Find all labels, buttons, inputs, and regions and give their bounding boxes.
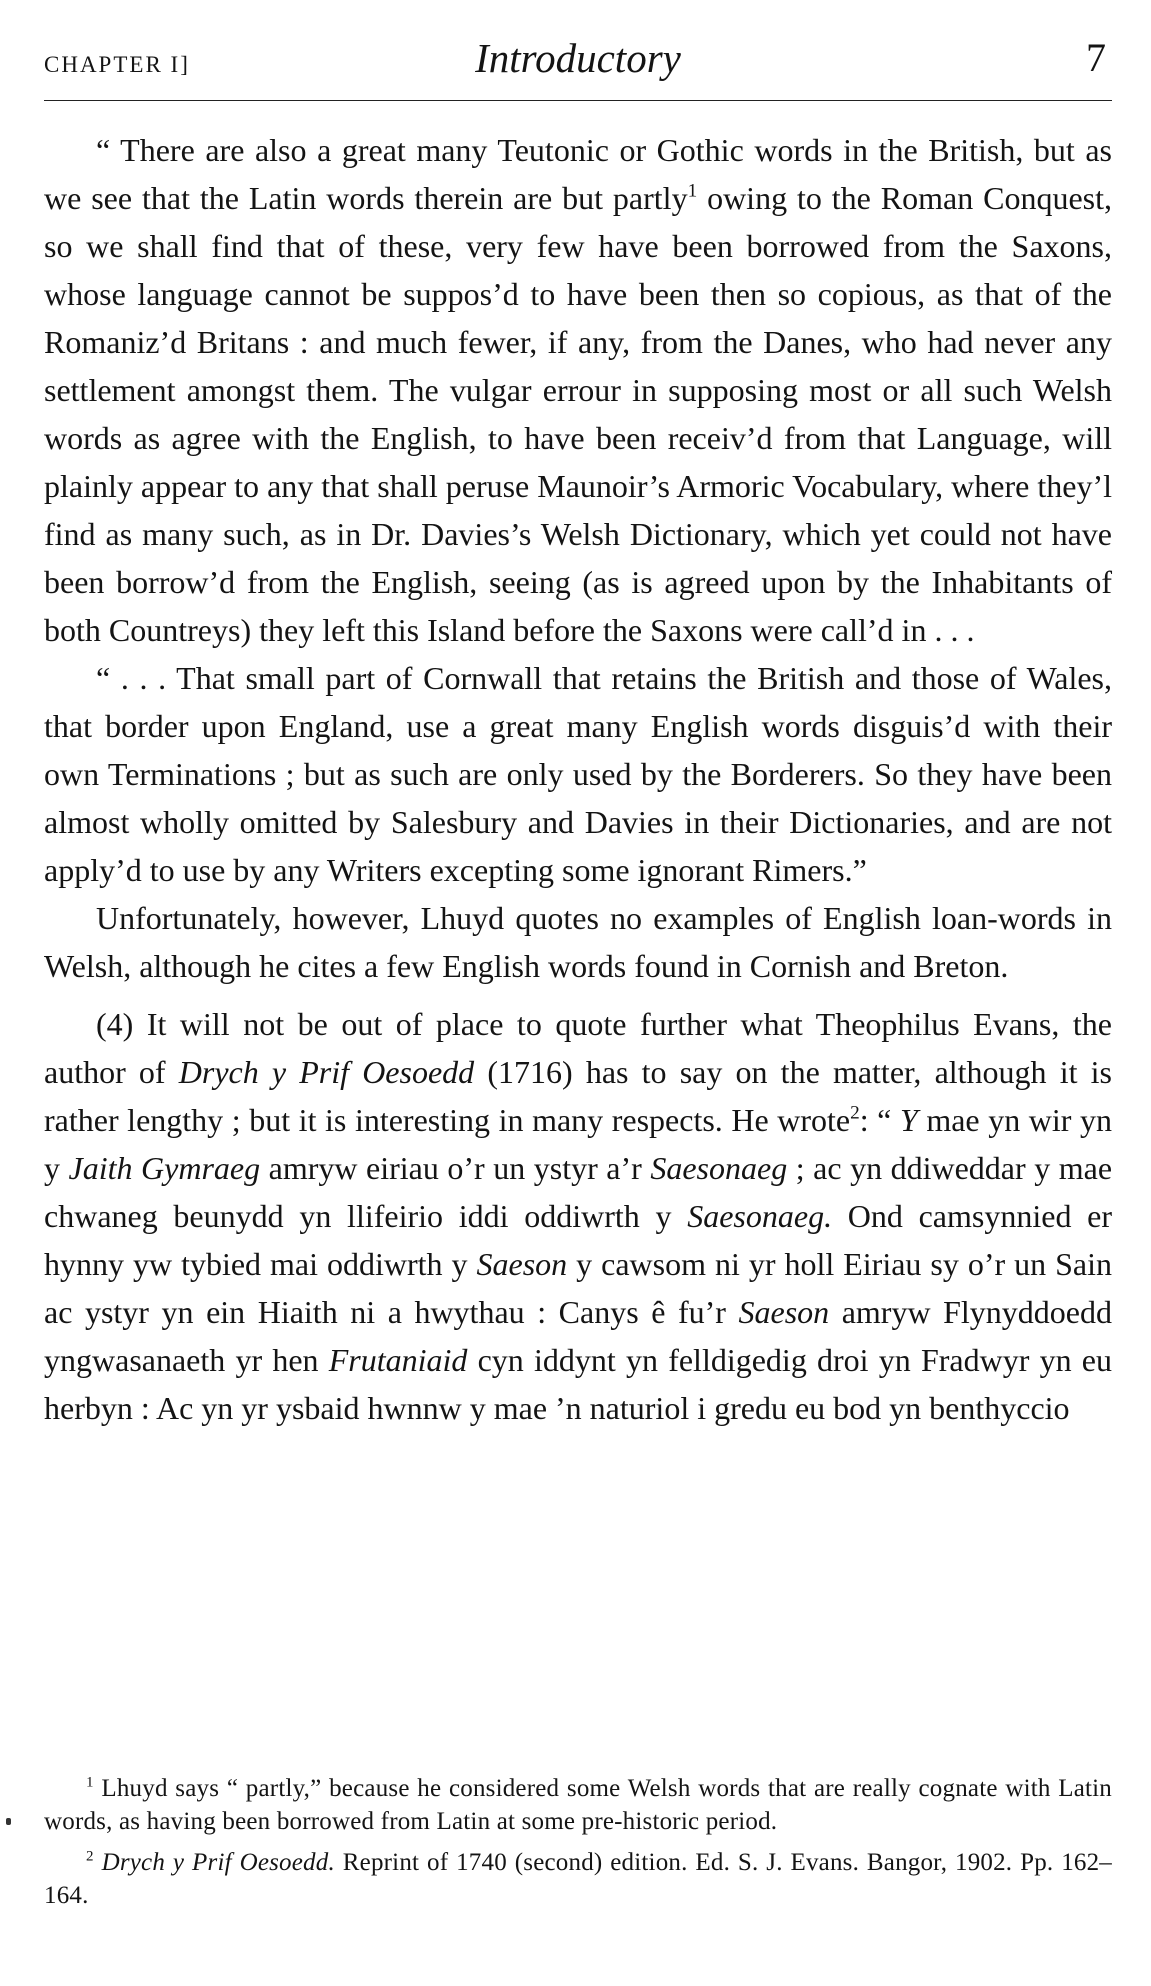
margin-speck bbox=[6, 1818, 11, 1825]
footnote-2: $^2$ Drych y Prif Oesoedd. Reprint of 1740 (second) edition. Ed. S. J. Evans. Bangor, 1902. Pp. 162–164. bbox=[44, 1848, 1113, 1909]
footnote-ref-2: 2 bbox=[850, 1102, 860, 1124]
header-rule bbox=[44, 100, 1112, 101]
footnotes bbox=[44, 1772, 1112, 1912]
footnote-1: $^1$ Lhuyd says “ partly,” because he considered some Welsh words that are really cognate with Latin words, as having been borrowed from Latin at some pre-historic period. bbox=[44, 1774, 1112, 1835]
paragraph-unfortunately: Unfortunately, however, Lhuyd quotes no examples of English loan-words in Welsh, although he cites a few English words found in Cornish and Breton. bbox=[44, 900, 1112, 984]
paragraph-theophilus-evans: (4) It will not be out of place to quote further what Theophilus Evans, the author of Drych y Prif Oesoedd (1716) has to say on the matter, although it is rather lengthy ; but it is interesting in many respects. He wrote$^2$: “ Y mae yn wir yn y Jaith Gymraeg amryw eiriau o’r un ystyr a’r Saesonaeg ; ac yn ddiweddar y mae chwaneg beunydd yn llifeirio iddi oddiwrth y Saesonaeg. Ond camsynnied er hynny yw tybied mai oddiwrth y Saeson y cawsom ni yr holl Eiriau sy o’r un Sain ac ystyr yn ein Hiaith ni a hwythau : Canys ê fu’r Saeson amryw Flynyddoedd yngwasanaeth yr hen Frutaniaid cyn iddynt yn felldigedig droi yn Fradwyr yn eu herbyn : Ac yn yr ysbaid hwnnw y mae ’n naturiol i gredu eu bod yn benthyccio bbox=[44, 1006, 1113, 1426]
footnote-number-2: 2 bbox=[86, 1848, 94, 1865]
paragraph-lhuyd-quote: “ There are also a great many Teutonic or Gothic words in the British, but as we see that the Latin words therein are but partly$^1$ owing to the Roman Conquest, so we shall find that of these, very few have been borrowed from the Saxons, whose language cannot be suppos’d to have been then so copious, as that of the Romaniz’d Britans : and much fewer, if any, from the Danes, who had never any settlement amongst them. The vulgar errour in supposing most or all such Welsh words as agree with the English, to have been receiv’d from that Language, will plainly appear to any that shall peruse Maunoir’s Armoric Vocabulary, where they’l find as many such, as in Dr. Davies’s Welsh Dictionary, which yet could not have been borrow’d from the English, seeing (as is agreed upon by the Inhabitants of both Countreys) they left this Island before the Saxons were call’d in . . . bbox=[44, 132, 1113, 648]
body-text bbox=[44, 126, 1112, 1432]
paragraph-cornwall-quote: “ . . . That small part of Cornwall that retains the British and those of Wales, that border upon England, use a great many English words disguis’d with their own Terminations ; but as such are only used by the Borderers. So they have been almost wholly omitted by Salesbury and Davies in their Dictionaries, and are not apply’d to use by any Writers excepting some ignorant Rimers.” bbox=[44, 660, 1112, 888]
book-title: Drych y Prif Oesoedd bbox=[178, 1054, 475, 1090]
chapter-label: CHAPTER I] bbox=[44, 52, 190, 77]
footnote-ref-1: 1 bbox=[687, 180, 698, 202]
footnote-book-title: Drych y Prif Oesoedd. bbox=[101, 1849, 335, 1876]
running-header bbox=[44, 22, 1112, 96]
running-title: Introductory bbox=[475, 35, 681, 81]
page-number: 7 bbox=[1086, 35, 1106, 80]
footnote-number-1: 1 bbox=[86, 1774, 94, 1791]
